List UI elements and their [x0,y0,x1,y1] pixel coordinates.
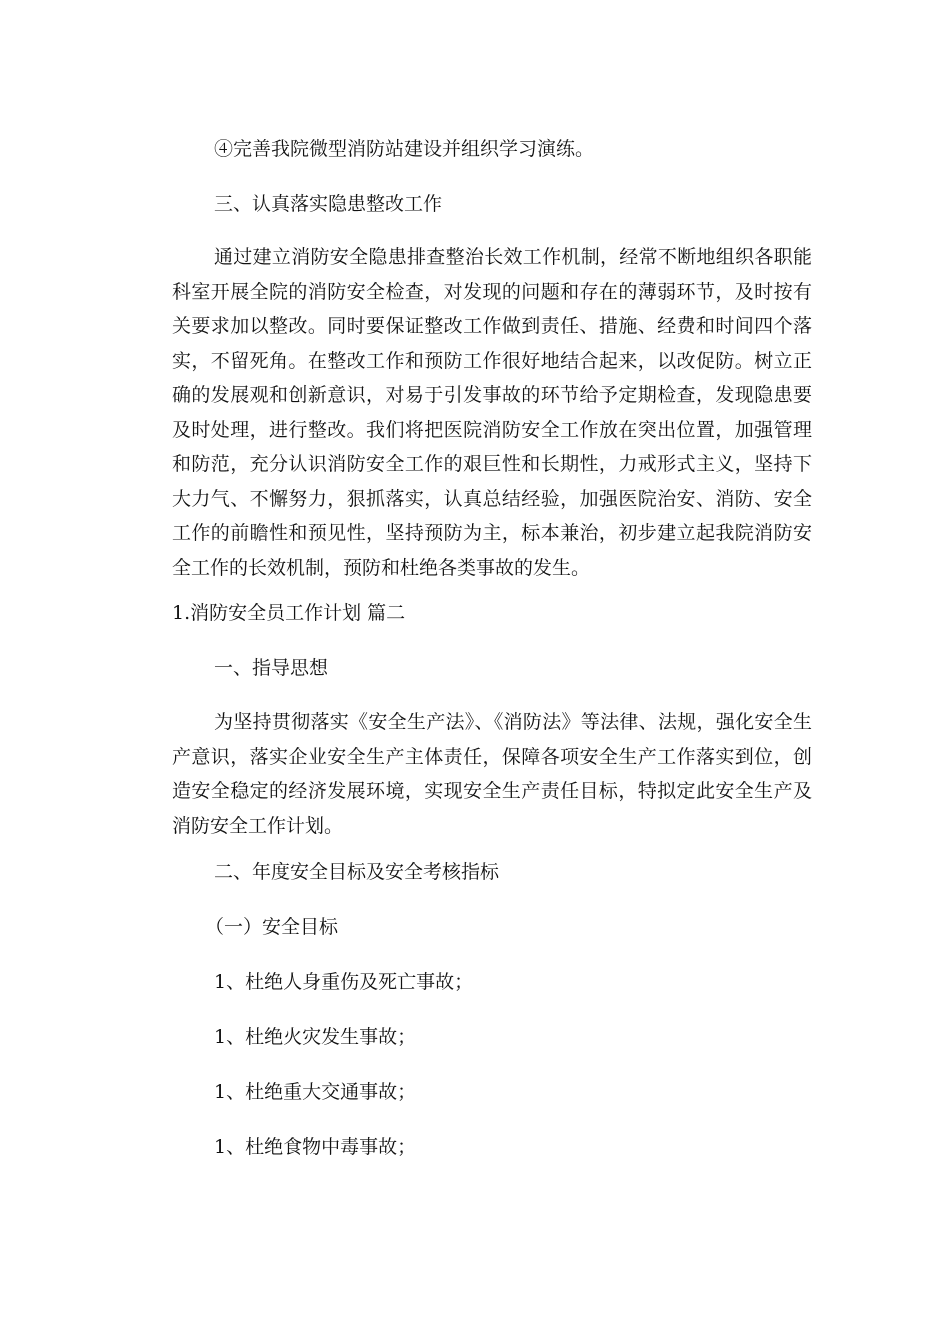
section-heading-guiding: 一、指导思想 [214,657,329,679]
list-item: 1、杜绝食物中毒事故； [214,1136,417,1158]
paragraph-rectification: 通过建立消防安全隐患排查整治长效工作机制，经常不断地组织各职能科室开展全院的消防安全检查，对发现的问题和存在的薄弱环节，及时按有关要求加以整改。同时要保证整改工作做到责任、措施、经费和时间四个落实，不留死角。在整改工作和预防工作很好地结合起来，以改促防。树立正确的发展观和创新意识，对易于引发事故的环节给予定期检查，发现隐患要及时处理，进行整改。我们将把医院消防安全工作放在突出位置，加强管理和防范，充分认识消防安全工作的艰巨性和长期性，力戒形式主义，坚持下大力气、不懈努力，狠抓落实，认真总结经验，加强医院治安、消防、安全工作的前瞻性和预见性，坚持预防为主，标本兼治，初步建立起我院消防安全工作的长效机制，预防和杜绝各类事故的发生。 [172,246,812,579]
list-item: 1、杜绝火灾发生事故； [214,1026,417,1048]
list-item: 1、杜绝重大交通事故； [214,1081,417,1103]
section-heading-rectification: 三、认真落实隐患整改工作 [214,193,443,215]
list-item-4: ④完善我院微型消防站建设并组织学习演练。 [214,138,595,160]
section-heading-targets: 二、年度安全目标及安全考核指标 [214,861,500,883]
part-title: 1.消防安全员工作计划 篇二 [172,602,406,624]
subsection-heading-goals: （一）安全目标 [205,916,339,938]
list-item: 1、杜绝人身重伤及死亡事故； [214,971,474,993]
paragraph-guiding: 为坚持贯彻落实《安全生产法》、《消防法》等法律、法规，强化安全生产意识，落实企业安全生产主体责任，保障各项安全生产工作落实到位，创造安全稳定的经济发展环境，实现安全生产责任目标，特拟定此安全生产及消防安全工作计划。 [172,711,812,837]
